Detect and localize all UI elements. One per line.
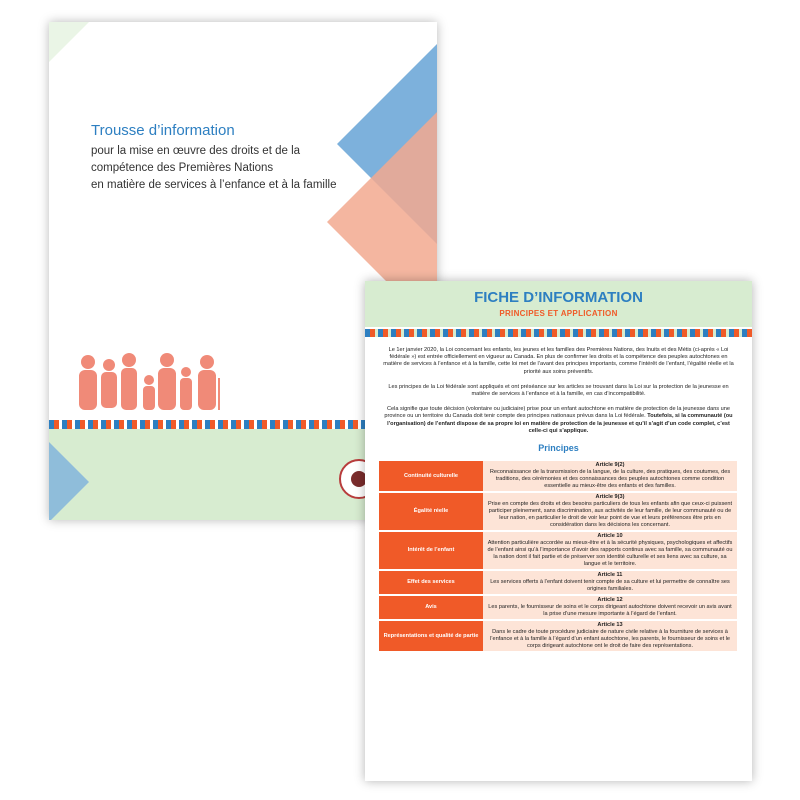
precedence-paragraph: Les principes de la Loi fédérale sont appliqués et ont préséance sur les articles se trouvant dans la Loi sur la protection de la jeunesse en matière de services à l’enfance et à la famille, en cas d’incompatibilité. — [388, 383, 729, 398]
table-row — [379, 571, 737, 594]
fact-sheet-subtitle: PRINCIPES ET APPLICATION — [499, 309, 618, 318]
cover-subtitle-line: en matière de services à l’enfance et à la famille — [91, 179, 337, 191]
blue-triangle-decoration — [49, 442, 89, 520]
principle-description — [483, 596, 737, 619]
fact-sheet-title: FICHE D’INFORMATION — [474, 289, 643, 306]
fact-sheet-header — [365, 281, 752, 327]
article-text: Reconnaissance de la transmission de la langue, de la culture, des pratiques, des coutumes, des traditions, des cérémonies et des connaissances des peuples autochtones comme condition essentielle au mieux-être des enfants et des familles. — [489, 469, 731, 490]
article-label: Article 12 — [597, 597, 623, 604]
family-illustration-icon — [74, 350, 224, 420]
application-bold-text: Toutefois, si la communauté (ou l’organisation) de l’enfant dispose de sa propre loi en matière de protection de la jeunesse et qu’il s’agit d’un code complet, c’est celle-ci qui s’applique. — [387, 413, 733, 434]
principle-description — [483, 493, 737, 530]
cover-corner-decoration — [49, 22, 89, 62]
article-text: Les parents, le fournisseur de soins et le corps dirigeant autochtone doivent recevoir un avis avant la prise d’une mesure importante à l’égard de l’enfant. — [488, 604, 732, 618]
cover-subtitle — [91, 143, 391, 194]
table-row — [379, 532, 737, 569]
fact-sheet-page — [365, 281, 752, 781]
article-label: Article 9(2) — [595, 462, 625, 469]
article-label: Article 10 — [597, 533, 623, 540]
fact-sheet-body — [365, 337, 752, 453]
principle-description — [483, 461, 737, 491]
patterned-border — [365, 329, 752, 337]
article-text: Les services offerts à l’enfant doivent tenir compte de sa culture et lui permettre de connaître ses origines familiales. — [490, 579, 730, 593]
article-label: Article 11 — [597, 572, 623, 579]
application-text: Cela signifie que toute décision (volontaire ou judiciaire) prise pour un enfant autochtone en matière de protection de la jeunesse dans une province ou un territoire du Canada doit tenir compte des principes nationaux prévus dans la Loi fédérale. — [384, 406, 730, 420]
principle-description — [483, 621, 737, 651]
principles-heading: Principes — [538, 443, 579, 454]
table-row — [379, 461, 737, 491]
article-text: Prise en compte des droits et des besoins particuliers de tous les enfants afin que ceux-ci puissent participer pleinement, sans discrimination, aux activités de leur famille, de leur communauté ou de leur nation, en particulier le droit de voir leur point de vue et leurs préférences être pris en considération dans les décisions les concernant. — [487, 501, 733, 529]
application-paragraph — [383, 406, 734, 435]
article-text: Dans le cadre de toute procédure judiciaire de nature civile relative à la fourniture de services à l’enfance et à la famille à l’égard d’un enfant autochtone, les parents, le fournisseur de soins et le corps dirigeant autochtone ont le droit de faire des représentations. — [489, 629, 731, 650]
principle-name: Continuité culturelle — [379, 461, 483, 491]
principles-table — [379, 459, 737, 653]
cover-subtitle-line: compétence des Premières Nations — [91, 162, 274, 174]
article-label: Article 9(3) — [595, 494, 625, 501]
table-row — [379, 596, 737, 619]
principle-description — [483, 532, 737, 569]
table-row — [379, 621, 737, 651]
cover-title: Trousse d’information — [91, 122, 235, 139]
principle-name: Représentations et qualité de partie — [379, 621, 483, 651]
principle-name: Égalité réelle — [379, 493, 483, 530]
principle-description — [483, 571, 737, 594]
intro-paragraph: Le 1er janvier 2020, la Loi concernant les enfants, les jeunes et les familles des Premières Nations, des Inuits et des Métis (ci-après « Loi fédérale ») est entrée officiellement en vigueur au Canada. En plus de confirmer les droits et la compétence des peuples autochtones en matière de services à l’enfance et à la famille, cette loi met de l’avant des principes importants, comme l’intérêt de l’enfant, l’égalité réelle et la priorité aux soins préventifs. — [383, 347, 734, 375]
cover-title-block — [91, 122, 391, 194]
principle-name: Avis — [379, 596, 483, 619]
article-label: Article 13 — [597, 622, 623, 629]
principle-name: Intérêt de l’enfant — [379, 532, 483, 569]
table-row — [379, 493, 737, 530]
article-text: Attention particulière accordée au mieux-être et à la sécurité physiques, psychologiques et affectifs de l’enfant ainsi qu’à l’importance d’avoir des rapports continus avec sa famille, sa communauté ou la nation dont il fait partie et de préserver son identité culturelle et ses liens avec sa culture, sa langue et le territoire. — [487, 540, 733, 568]
principle-name: Effet des services — [379, 571, 483, 594]
cover-subtitle-line: pour la mise en œuvre des droits et de la — [91, 145, 301, 157]
